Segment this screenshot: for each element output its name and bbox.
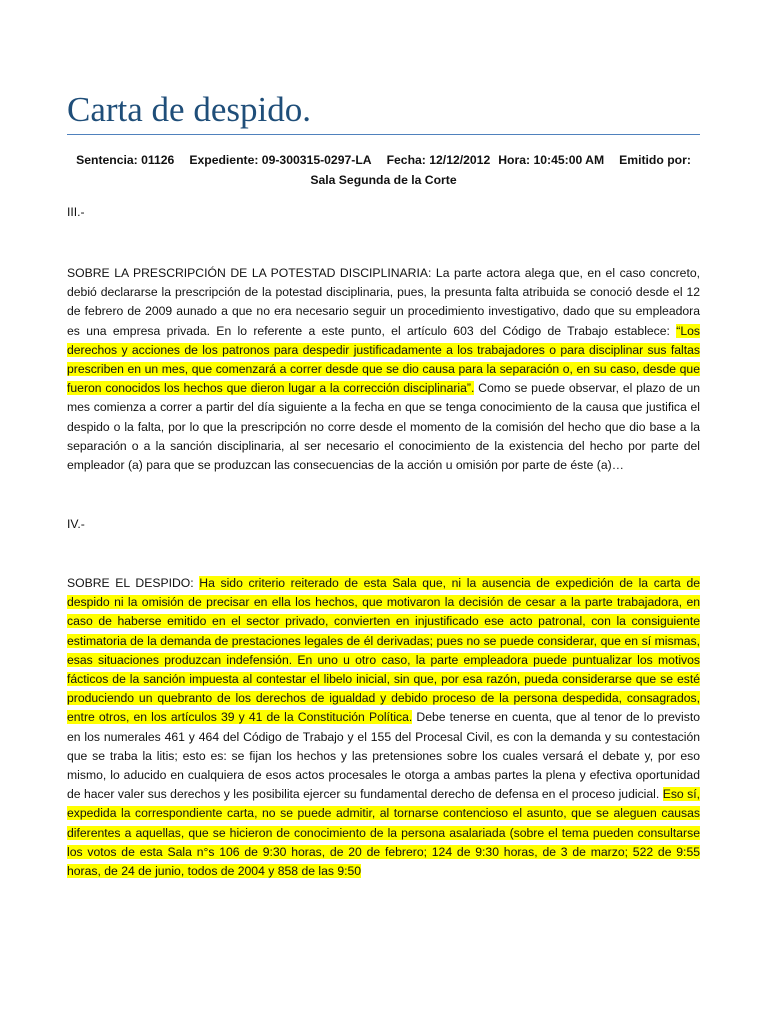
hora-label: Hora: 10:45:00 AM (498, 153, 605, 167)
sentencia-label: Sentencia: 01126 (76, 153, 175, 167)
expediente-label: Expediente: 09-300315-0297-LA (189, 153, 372, 167)
section-iii-text-before: La parte actora alega que, en el caso concreto, debió declararse la prescripción de la potestad disciplinaria, pues, la presunta falta atribuida se conoció desde el 12 de febrero de 2009 aunado a que no era necesario seguir un procedimiento investigativo, dado que su empleadora es una empresa privada. En lo referente a este punto, el artículo 603 del Código de Trabajo establece: (67, 266, 701, 338)
court-name: Sala Segunda de la Corte (310, 173, 457, 187)
case-header-line (67, 151, 700, 170)
emitido-label: Emitido por: (619, 153, 691, 167)
section-iv-highlight-1: Ha sido criterio reiterado de esta Sala que, ni la ausencia de expedición de la carta de despido ni la omisión de precisar en ella los hechos, que motivaron la decisión de cesar a la parte trabajadora, en caso de haberse emitido en el sector privado, convierten en injustificado ese acto patronal, con la consiguiente estimatoria de la demanda de prestaciones legales de él derivadas; pues no se puede considerar, que en sí mismas, esas situaciones produzcan indefensión. En uno u otro caso, la parte empleadora puede puntualizar los motivos fácticos de la sanción impuesta al contestar el libelo inicial, sin que, por esa razón, pueda considerarse que se esté produciendo un quebranto de los derechos de igualdad y debido proceso de la persona despedida, consagrados, entre otros, en los artículos 39 y 41 de la Constitución Política. (67, 576, 700, 725)
section-iii-text-after: Como se puede observar, el plazo de un mes comienza a correr a partir del día siguiente a la fecha en que se tenga conocimiento de la causa que justifica el despido o la falta, por lo que la prescripción no corre desde el momento de la comisión del hecho que dio base a la separación o a la sanción disciplinaria, al ser necesario el conocimiento de la existencia del hecho por parte del empleador (a) para que se produzcan las consecuencias de la acción u omisión por parte de éste (a)… (67, 381, 700, 473)
section-iv-lead: SOBRE EL DESPIDO: (67, 576, 194, 590)
section-iii-paragraph (67, 264, 700, 475)
section-number-iv: IV.- (67, 517, 85, 531)
section-iv-text-middle: Debe tenerse en cuenta, que al tenor de lo previsto en los numerales 461 y 464 del Código de Trabajo y el 155 del Procesal Civil, es con la demanda y su contestación que se traba la litis; esto es: se fijan los hechos y las pretensiones sobre los cuales versará el debate y, por eso mismo, lo aducido en cualquiera de esos actos procesales le otorga a ambas partes la plena y efectiva oportunidad de hacer valer sus derechos y les posibilita ejercer su fundamental derecho de defensa en el proceso judicial. (67, 710, 700, 802)
document-title: Carta de despido. (67, 90, 311, 129)
section-iv-paragraph (67, 574, 700, 881)
section-iv-highlight-2: Eso sí, expedida la correspondiente carta, no se puede admitir, al tornarse contencioso el asunto, que se aleguen causas diferentes a aquellas, que se hicieron de conocimiento de la persona asalariada (sobre el tema pueden consultarse los votos de esta Sala n°s 106 de 9:30 horas, de 20 de febrero; 124 de 9:30 horas, de 3 de marzo; 522 de 9:55 horas, de 24 de junio, todos de 2004 y 858 de las 9:50 (67, 787, 700, 879)
section-iii-highlighted-quote: “Los derechos y acciones de los patronos para despedir justificadamente a los trabajadores o para disciplinar sus faltas prescriben en un mes, que comenzará a correr desde que se dio causa para la separación o, en su caso, desde que fueron conocidos los hechos que dieron lugar a la corrección disciplinaria”. (67, 323, 700, 396)
section-iii-lead: SOBRE LA PRESCRIPCIÓN DE LA POTESTAD DISCIPLINARIA: (67, 266, 432, 280)
title-underline (67, 134, 700, 135)
section-number-iii: III.- (67, 205, 85, 219)
fecha-label: Fecha: 12/12/2012 (386, 153, 491, 167)
